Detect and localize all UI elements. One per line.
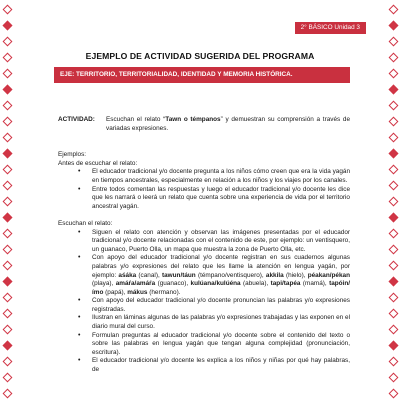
- diamond-ornament-icon: [3, 37, 13, 47]
- diamond-ornament-icon: [389, 21, 399, 31]
- diamond-ornament-icon: [3, 309, 13, 319]
- examples-section: [58, 151, 350, 374]
- examples-label: Ejemplos:: [58, 151, 87, 159]
- axis-banner: EJE: TERRITORIO, TERRITORIALIDAD, IDENTIDAD Y MEMORIA HISTÓRICA.: [54, 67, 350, 83]
- diamond-ornament-icon: [3, 261, 13, 271]
- diamond-ornament-icon: [389, 277, 399, 287]
- diamond-ornament-icon: [389, 373, 399, 383]
- diamond-ornament-icon: [3, 357, 13, 367]
- word-meaning: (playa),: [92, 280, 116, 288]
- diamond-ornament-icon: [3, 101, 13, 111]
- diamond-ornament-icon: [3, 117, 13, 127]
- diamond-ornament-icon: [3, 213, 13, 223]
- word-meaning: (hermano).: [147, 288, 181, 296]
- list-item: • Entre todos comentan las respuestas y luego el educador tradicional y/o docente les dice que les narrará o leerá un relato que cuenta sobre una experiencia de vida por el territorio ancestral yagán.: [78, 186, 350, 212]
- list-item: • Siguen el relato con atención y observan las imágenes presentadas por el educador tradicional y/o docente relacionadas con el contenido de este, por ejemplo: un ventisquero, un guanaco, Puerto Olla, un mapa que muestra la zona de Puerto Olla, etc.: [78, 229, 350, 255]
- word-meaning: (papá),: [103, 288, 128, 296]
- diamond-ornament-icon: [389, 341, 399, 351]
- diamond-ornament-icon: [3, 373, 13, 383]
- activity-text-end: ” y demuestran su comprensión a través de variadas expresiones.: [106, 116, 351, 132]
- document-body: [58, 116, 350, 375]
- diamond-ornament-icon: [3, 325, 13, 335]
- diamond-ornament-icon: [389, 149, 399, 159]
- diamond-ornament-icon: [3, 149, 13, 159]
- diamond-ornament-icon: [389, 117, 399, 127]
- diamond-ornament-icon: [389, 197, 399, 207]
- yagan-word: aśáka: [118, 271, 137, 279]
- diamond-ornament-icon: [389, 229, 399, 239]
- diamond-ornament-icon: [389, 101, 399, 111]
- list-item: • Con apoyo del educador tradicional y/o docente pronuncian las palabras y/o expresiones registradas.: [78, 297, 350, 314]
- list-item: • El educador tradicional y/o docente les explica a los niños y niñas por qué hay palabras, de: [78, 357, 350, 374]
- diamond-ornament-icon: [3, 229, 13, 239]
- diamond-ornament-icon: [389, 5, 399, 15]
- activity-text-start: Escuchan el relato “: [106, 116, 166, 123]
- diamond-ornament-icon: [389, 85, 399, 95]
- diamond-ornament-icon: [389, 133, 399, 143]
- diamond-ornament-icon: [3, 165, 13, 175]
- diamond-ornament-icon: [389, 213, 399, 223]
- list-item: • Ilustran en láminas algunas de las palabras y/o expresiones trabajadas y las exponen en el diario mural del curso.: [78, 314, 350, 331]
- word-meaning: (canal),: [136, 271, 162, 279]
- diamond-ornament-icon: [389, 165, 399, 175]
- activity-section: [58, 116, 350, 133]
- word-meaning: (témpano/ventisquero),: [195, 271, 266, 279]
- yagan-word: akkila: [265, 271, 284, 279]
- activity-description: [106, 116, 350, 133]
- diamond-ornament-icon: [389, 309, 399, 319]
- word-meaning: (abuela),: [240, 280, 271, 288]
- diamond-ornament-icon: [389, 181, 399, 191]
- yagan-word: péakan/pékan: [307, 271, 350, 279]
- word-meaning: (guanaco),: [155, 280, 191, 288]
- yagan-word: tapi/tapéa: [270, 280, 301, 288]
- yagan-word: tawun/táun: [161, 271, 196, 279]
- diamond-ornament-icon: [3, 5, 13, 15]
- vocabulary-intro: Con apoyo del educador tradicional y/o docente registran en sus cuadernos algunas palabras y/o expresiones del relato que les llame la atención en lengua yagán, por ejemplo:: [92, 254, 350, 279]
- diamond-ornament-icon: [389, 245, 399, 255]
- vocabulary-words: [92, 272, 350, 296]
- yagan-word: mákus: [127, 288, 148, 296]
- diamond-ornament-icon: [389, 37, 399, 47]
- yagan-word: amáŕa/amáŕa: [115, 280, 156, 288]
- diamond-ornament-icon: [3, 245, 13, 255]
- page-title: EJEMPLO DE ACTIVIDAD SUGERIDA DEL PROGRAMA: [85, 51, 315, 61]
- diamond-ornament-icon: [389, 389, 399, 399]
- diamond-ornament-icon: [3, 69, 13, 79]
- listening-label: Escuchan el relato:: [58, 219, 113, 227]
- list-item: • El educador tradicional y/o docente pregunta a los niños cómo creen que era la vida yagán en tiempos ancestrales, especialmente en relación a los niños y los viajes por los canales.: [78, 168, 350, 185]
- word-meaning: (mamá),: [300, 280, 330, 288]
- diamond-ornament-icon: [389, 325, 399, 335]
- diamond-ornament-icon: [3, 341, 13, 351]
- diamond-ornament-icon: [3, 389, 13, 399]
- diamond-ornament-icon: [3, 85, 13, 95]
- yagan-word: tapóin/ímo: [92, 280, 351, 296]
- diamond-ornament-icon: [389, 293, 399, 303]
- activity-label: ACTIVIDAD:: [58, 116, 95, 123]
- diamond-ornament-icon: [3, 293, 13, 303]
- diamond-ornament-icon: [3, 277, 13, 287]
- before-listening-label: Antes de escuchar el relato:: [58, 159, 138, 167]
- before-listening-list: [78, 168, 350, 211]
- listening-list: [78, 229, 350, 375]
- list-item-vocabulary: [78, 254, 350, 297]
- diamond-ornament-icon: [3, 21, 13, 31]
- grade-unit-badge: 2° BÁSICO Unidad 3: [295, 22, 366, 34]
- diamond-ornament-icon: [389, 357, 399, 367]
- diamond-ornament-icon: [3, 133, 13, 143]
- diamond-ornament-icon: [389, 69, 399, 79]
- diamond-ornament-icon: [3, 181, 13, 191]
- word-meaning: (hielo),: [283, 271, 308, 279]
- diamond-ornament-icon: [3, 197, 13, 207]
- story-title: Tawn o témpanos: [165, 116, 221, 123]
- list-item: • Formulan preguntas al educador tradicional y/o docente sobre el contenido del texto o sobre las palabras en lengua yagán que tengan alguna complejidad (pronunciación, escritura).: [78, 332, 350, 358]
- diamond-ornament-icon: [389, 261, 399, 271]
- yagan-word: kulúana/kulúéna: [190, 280, 241, 288]
